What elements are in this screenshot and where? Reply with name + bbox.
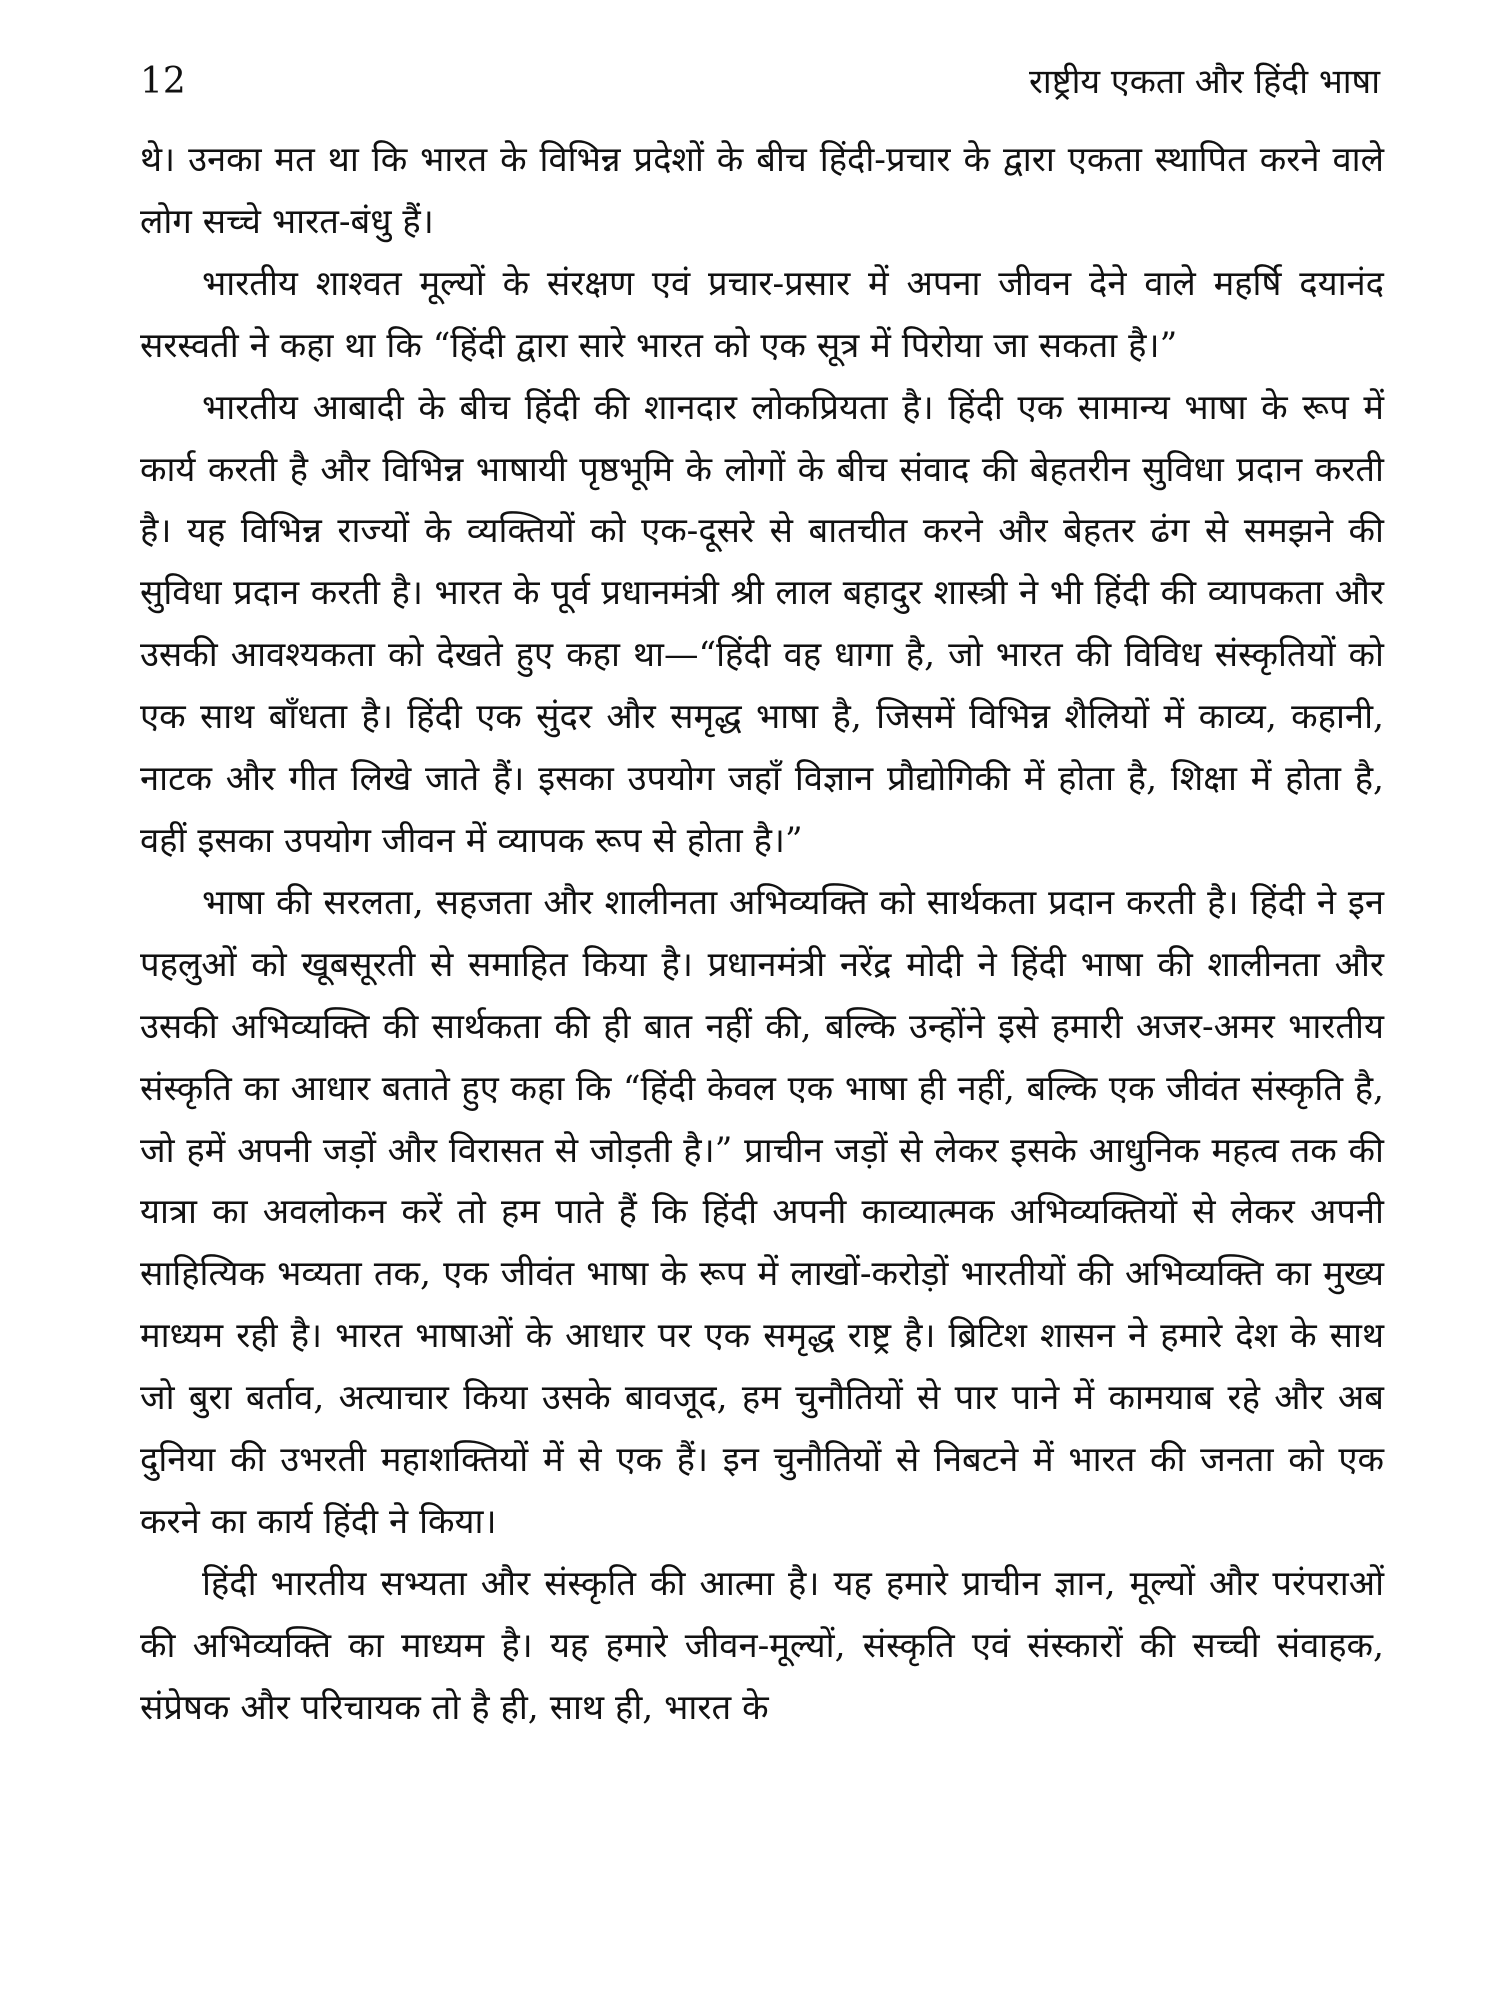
- paragraph-shastri-quote: भारतीय आबादी के बीच हिंदी की शानदार लोकप्रियता है। हिंदी एक सामान्य भाषा के रूप में कार्य करती है और विभिन्न भाषायी पृष्ठभूमि के लोगों के बीच संवाद की बेहतरीन सुविधा प्रदान करती है। यह विभिन्न राज्यों के व्यक्तियों को एक-दूसरे से बातचीत करने और बेहतर ढंग से समझने की सुविधा प्रदान करती है। भारत के पूर्व प्रधानमंत्री श्री लाल बहादुर शास्त्री ने भी हिंदी की व्यापकता और उसकी आवश्यकता को देखते हुए कहा था—“हिंदी वह धागा है, जो भारत की विविध संस्कृतियों को एक साथ बाँधता है। हिंदी एक सुंदर और समृद्ध भाषा है, जिसमें विभिन्न शैलियों में काव्य, कहानी, नाटक और गीत लिखे जाते हैं। इसका उपयोग जहाँ विज्ञान प्रौद्योगिकी में होता है, शिक्षा में होता है, वहीं इसका उपयोग जीवन में व्यापक रूप से होता है।”: [140, 387, 1384, 861]
- paragraph-continuation: थे। उनका मत था कि भारत के विभिन्न प्रदेशों के बीच हिंदी-प्रचार के द्वारा एकता स्थापित करने वाले लोग सच्चे भारत-बंधु हैं।: [140, 140, 1384, 242]
- body-text: [140, 130, 1384, 1740]
- paragraph-modi-quote: भाषा की सरलता, सहजता और शालीनता अभिव्यक्ति को सार्थकता प्रदान करती है। हिंदी ने इन पहलुओं को खूबसूरती से समाहित किया है। प्रधानमंत्री नरेंद्र मोदी ने हिंदी भाषा की शालीनता और उसकी अभिव्यक्ति की सार्थकता की ही बात नहीं की, बल्कि उन्होंने इसे हमारी अजर-अमर भारतीय संस्कृति का आधार बताते हुए कहा कि “हिंदी केवल एक भाषा ही नहीं, बल्कि एक जीवंत संस्कृति है, जो हमें अपनी जड़ों और विरासत से जोड़ती है।” प्राचीन जड़ों से लेकर इसके आधुनिक महत्व तक की यात्रा का अवलोकन करें तो हम पाते हैं कि हिंदी अपनी काव्यात्मक अभिव्यक्तियों से लेकर अपनी साहित्यिक भव्यता तक, एक जीवंत भाषा के रूप में लाखों-करोड़ों भारतीयों की अभिव्यक्ति का मुख्य माध्यम रही है। भारत भाषाओं के आधार पर एक समृद्ध राष्ट्र है। ब्रिटिश शासन ने हमारे देश के साथ जो बुरा बर्ताव, अत्याचार किया उसके बावजूद, हम चुनौतियों से पार पाने में कामयाब रहे और अब दुनिया की उभरती महाशक्तियों में से एक हैं। इन चुनौतियों से निबटने में भारत की जनता को एक करने का कार्य हिंदी ने किया।: [140, 882, 1384, 1542]
- paragraph-culture-soul: हिंदी भारतीय सभ्यता और संस्कृति की आत्मा है। यह हमारे प्राचीन ज्ञान, मूल्यों और परंपराओं की अभिव्यक्ति का माध्यम है। यह हमारे जीवन-मूल्यों, संस्कृति एवं संस्कारों की सच्ची संवाहक, संप्रेषक और परिचायक तो है ही, साथ ही, भारत के: [140, 1563, 1384, 1728]
- paragraph-dayanand-quote: भारतीय शाश्वत मूल्यों के संरक्षण एवं प्रचार-प्रसार में अपना जीवन देने वाले महर्षि दयानंद सरस्वती ने कहा था कि “हिंदी द्वारा सारे भारत को एक सूत्र में पिरोया जा सकता है।”: [140, 263, 1384, 366]
- page-number: 12: [140, 61, 186, 102]
- page-header: [140, 58, 1380, 118]
- running-title: राष्ट्रीय एकता और हिंदी भाषा: [1029, 62, 1380, 102]
